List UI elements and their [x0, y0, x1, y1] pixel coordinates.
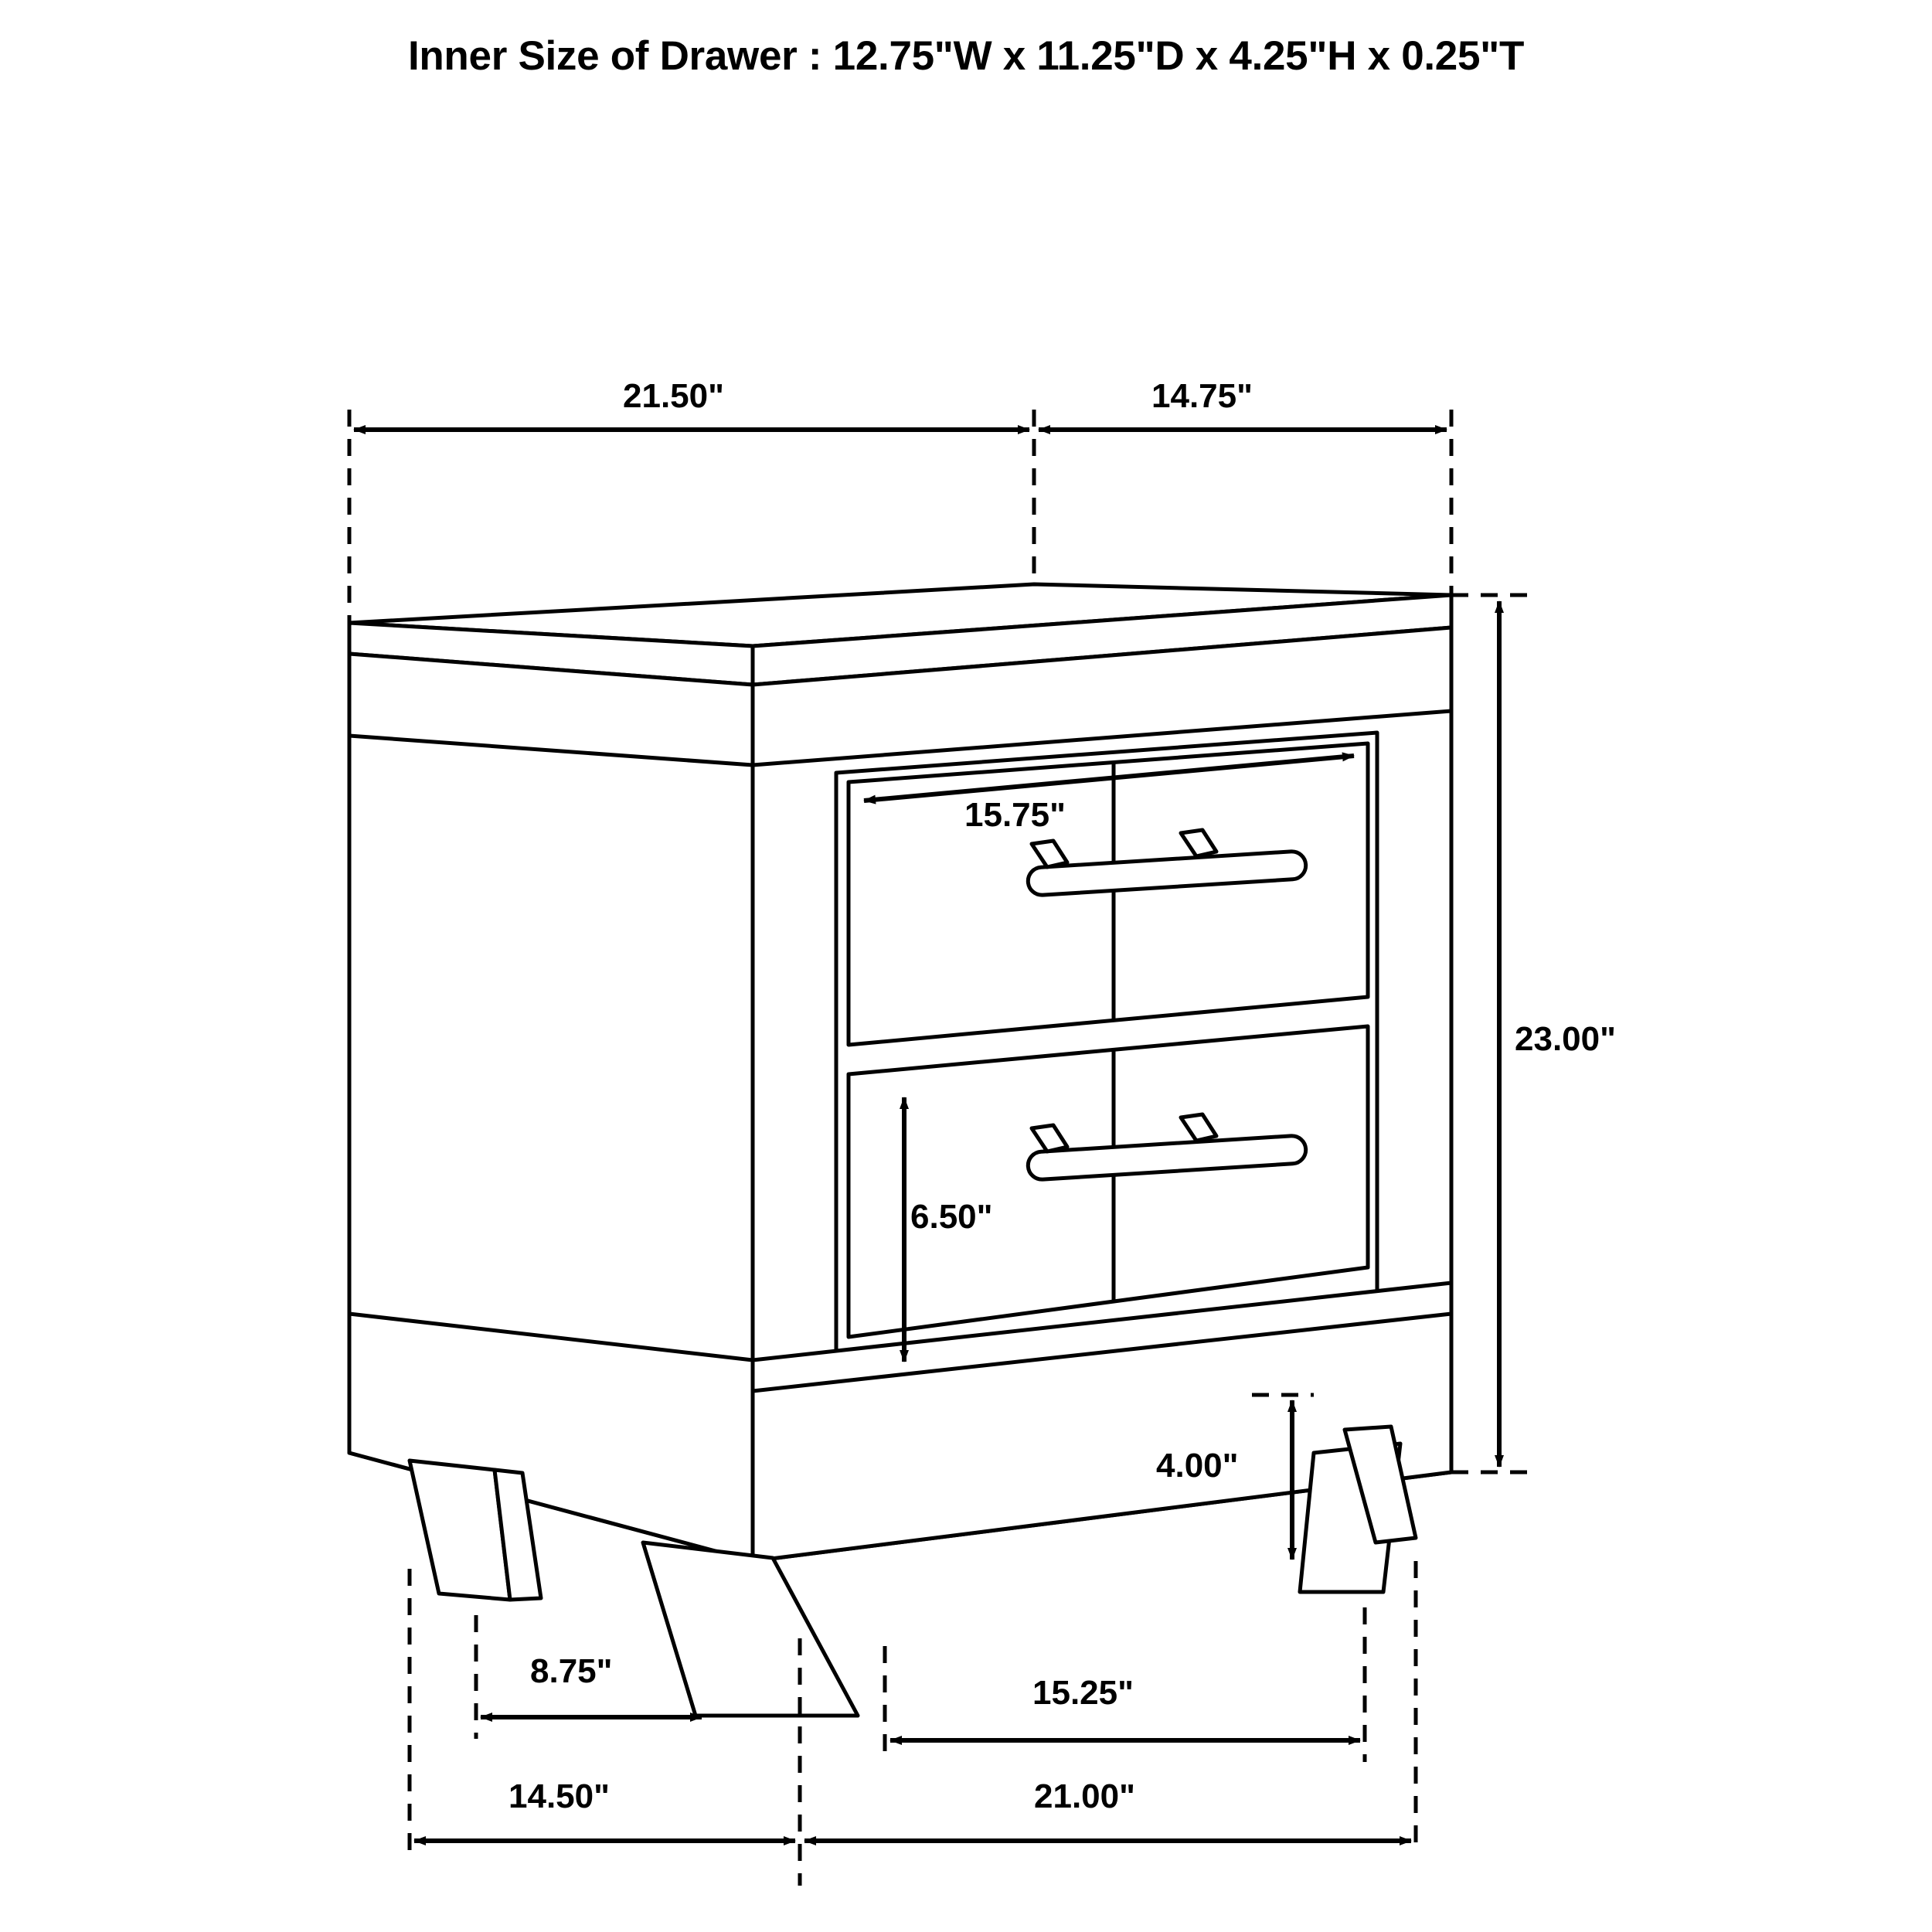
dim-label-front-width: 21.50": [623, 377, 724, 415]
dim-label-footprint-depth: 14.50": [509, 1777, 610, 1815]
dim-label-overall-height: 23.00": [1515, 1020, 1616, 1058]
dim-label-drawer-height: 6.50": [910, 1198, 993, 1236]
nightstand-body: [349, 584, 1451, 1561]
dim-label-drawer-width: 15.75": [964, 796, 1066, 834]
dim-label-side-depth: 14.75": [1151, 377, 1253, 415]
leg-front-left: [643, 1543, 858, 1716]
dim-label-base-side-span: 8.75": [530, 1652, 613, 1690]
page-title: Inner Size of Drawer : 12.75"W x 11.25"D x 4.25"H x 0.25"T: [407, 33, 1525, 79]
upper-drawer-face: [849, 743, 1368, 1045]
dim-label-leg-height: 4.00": [1156, 1447, 1239, 1485]
dim-label-base-front-span: 15.25": [1032, 1674, 1134, 1712]
dim-label-footprint-width: 21.00": [1034, 1777, 1135, 1815]
